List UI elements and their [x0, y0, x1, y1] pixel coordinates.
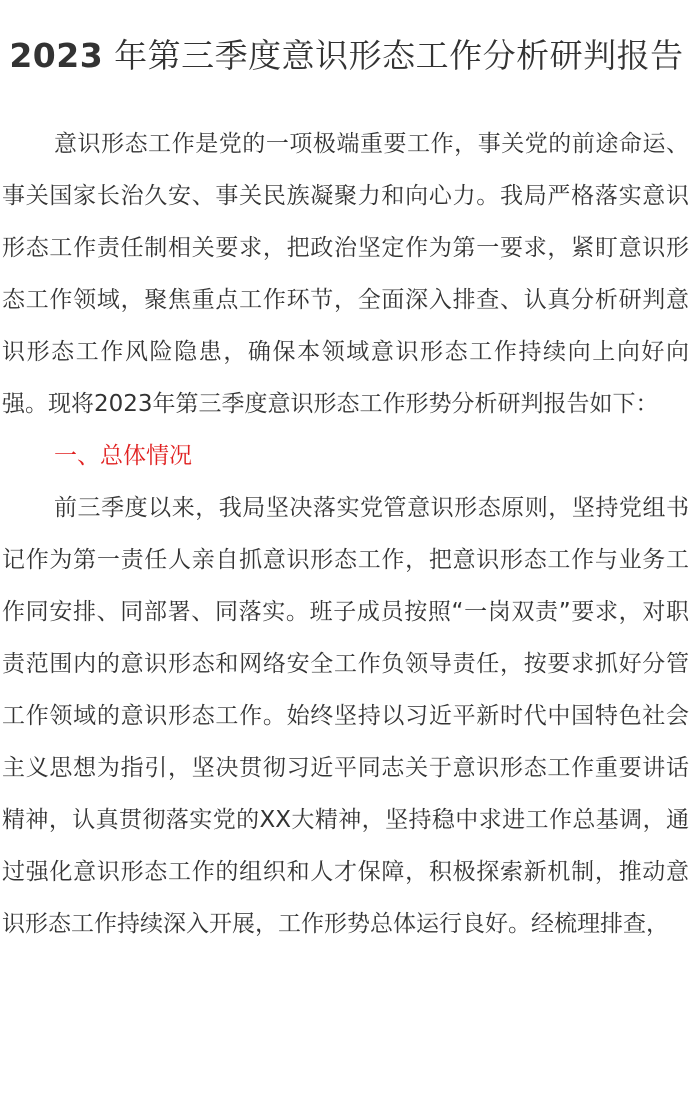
section-heading-overall: 一、总体情况: [54, 443, 192, 469]
intro-paragraph: 意识形态工作是党的一项极端重要工作，事关党的前途命运、事关国家长治久安、事关民族凝聚力和向心力。我局严格落实意识形态工作责任制相关要求，把政治坚定作为第一要求，紧盯意识形态工作领域，聚焦重点工作环节，全面深入排查、认真分析研判意识形态工作风险隐患，确保本领域意识形态工作持续向上向好向强。现将2023年第三季度意识形态工作形势分析研判报告如下：: [2, 131, 689, 417]
overall-paragraph: 前三季度以来，我局坚决落实党管意识形态原则，坚持党组书记作为第一责任人亲自抓意识形态工作，把意识形态工作与业务工作同安排、同部署、同落实。班子成员按照“一岗双责”要求，对职责范围内的意识形态和网络安全工作负领导责任，按要求抓好分管工作领域的意识形态工作。始终坚持以习近平新时代中国特色社会主义思想为指引，坚决贯彻习近平同志关于意识形态工作重要讲话精神，认真贯彻落实党的XX大精神，坚持稳中求进工作总基调，通过强化意识形态工作的组织和人才保障，积极探索新机制，推动意识形态工作持续深入开展，工作形势总体运行良好。经梳理排查，: [2, 495, 689, 937]
document-title: [0, 0, 693, 82]
title-year: 2023: [9, 36, 104, 75]
title-text: 年第三季度意识形态工作分析研判报告: [114, 36, 684, 75]
